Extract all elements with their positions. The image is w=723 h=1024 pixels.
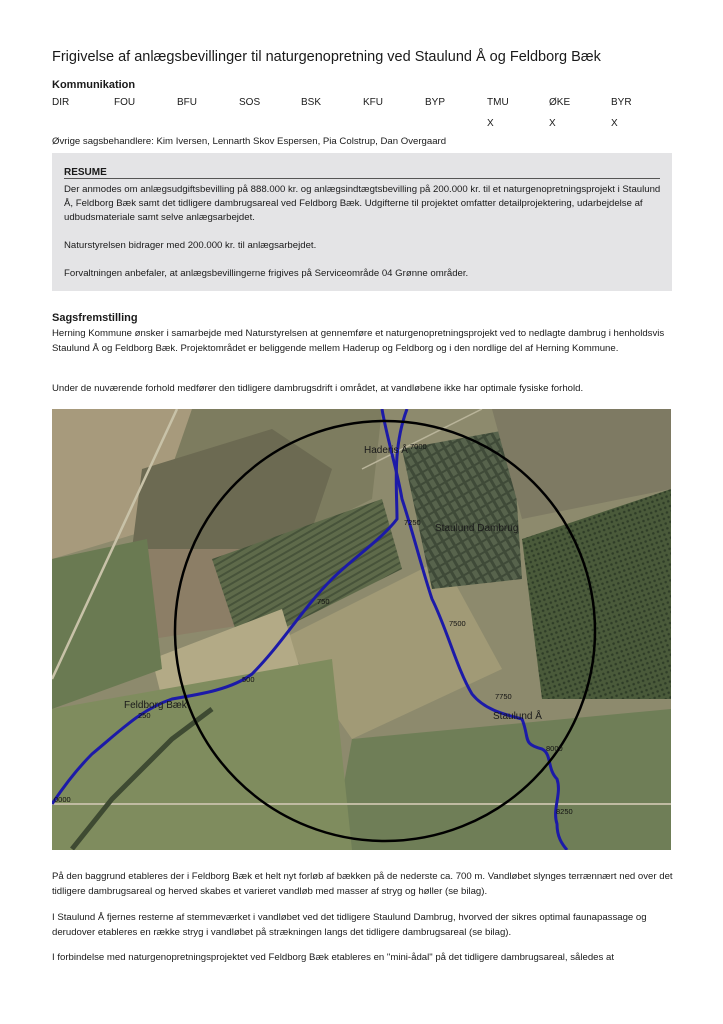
map-label-haderup-a: Haderis Å xyxy=(364,445,408,456)
case-heading: Sagsfremstilling xyxy=(52,312,138,324)
case-paragraph: Herning Kommune ønsker i samarbejde med Naturstyrelsen at gennemføre et naturgenopretningsprojekt ved to nedlagte dambrug i henholdsvis Staulund Å og Feldborg Bæk. Projektområdet er beliggende mellem Haderup og Feldborg og i den nordlige del af Herning Kommune. xyxy=(52,328,665,354)
resume-box xyxy=(52,153,672,291)
station-label: 500 xyxy=(242,675,255,684)
map-label-feldborg-baek: Feldborg Bæk xyxy=(124,700,187,711)
aerial-photo xyxy=(52,409,671,850)
case-paragraph: Under de nuværende forhold medfører den tidligere dambrugsdrift i området, at vandløbene ikke har optimale fysiske forhold. xyxy=(52,383,584,394)
station-label: 250 xyxy=(138,711,151,720)
unit-bfu: BFU xyxy=(177,97,197,108)
map-label-staulund-dambrug: Staulund Dambrug xyxy=(435,523,519,534)
resume-divider xyxy=(64,178,660,179)
unit-tmu: TMU xyxy=(487,97,509,108)
station-label: 7000 xyxy=(410,442,427,451)
other-case-handlers: Øvrige sagsbehandlere: Kim Iversen, Lennarth Skov Espersen, Pia Colstrup, Dan Overgaard xyxy=(52,136,447,147)
station-label: 7250 xyxy=(404,518,421,527)
case-paragraph: I forbindelse med naturgenopretningsprojektet ved Feldborg Bæk etableres en "mini-ådal" på det tidligere dambrugsareal, således at xyxy=(52,952,614,963)
communication-units-row xyxy=(52,97,672,111)
document-title: Frigivelse af anlægsbevillinger til naturgenopretning ved Staulund Å og Feldborg Bæk xyxy=(52,49,601,65)
communication-marks-row xyxy=(52,118,672,132)
aerial-map xyxy=(52,409,671,850)
unit-oke: ØKE xyxy=(549,97,571,108)
unit-bsk: BSK xyxy=(301,97,322,108)
station-label: 8000 xyxy=(546,744,563,753)
unit-kfu: KFU xyxy=(363,97,383,108)
station-label: 750 xyxy=(317,597,330,606)
station-label: 8250 xyxy=(556,807,573,816)
station-label: 7500 xyxy=(449,619,466,628)
communication-heading: Kommunikation xyxy=(52,79,136,91)
mark-oke: X xyxy=(549,118,556,129)
case-paragraph: I Staulund Å fjernes resterne af stemmeværket i vandløbet ved det tidligere Staulund Dambrug, hvorved der sikres optimal faunapassage og derudover etableres en række stryg i vandløbet på strækningen langs det tidligere dambrugsareal (se bilag). xyxy=(52,912,647,938)
resume-paragraph: Der anmodes om anlægsudgiftsbevilling på 888.000 kr. og anlægsindtægtsbevilling på 200.000 kr. til et naturgenopretningsprojekt i Staulund Å, Feldborg Bæk samt det tidligere dambrugsareal ved Feldborg Bæk. Udgifterne til projektet omfatter detailprojektering, udarbejdelse af udbudsmateriale samt selve anlægsarbejdet. xyxy=(64,184,661,223)
unit-byp: BYP xyxy=(425,97,446,108)
unit-sos: SOS xyxy=(239,97,261,108)
unit-fou: FOU xyxy=(114,97,136,108)
station-label: 0000 xyxy=(54,795,71,804)
map-label-staulund-a: Staulund Å xyxy=(493,711,542,722)
unit-dir: DIR xyxy=(52,97,70,108)
station-label: 7750 xyxy=(495,692,512,701)
case-paragraph: På den baggrund etableres der i Feldborg Bæk et helt nyt forløb af bækken på de nederste ca. 700 m. Vandløbet slynges terrænnært ned over det tidligere dambrugsareal og herved skabes et varieret vandløb med masser af stryg og høller (se bilag). xyxy=(52,871,673,897)
resume-paragraph: Forvaltningen anbefaler, at anlægsbevillingerne frigives på Serviceområde 04 Grønne områder. xyxy=(64,268,469,279)
mark-tmu: X xyxy=(487,118,494,129)
resume-paragraph: Naturstyrelsen bidrager med 200.000 kr. til anlægsarbejdet. xyxy=(64,240,317,251)
mark-byr: X xyxy=(611,118,618,129)
unit-byr: BYR xyxy=(611,97,632,108)
resume-heading: RESUME xyxy=(64,167,107,178)
